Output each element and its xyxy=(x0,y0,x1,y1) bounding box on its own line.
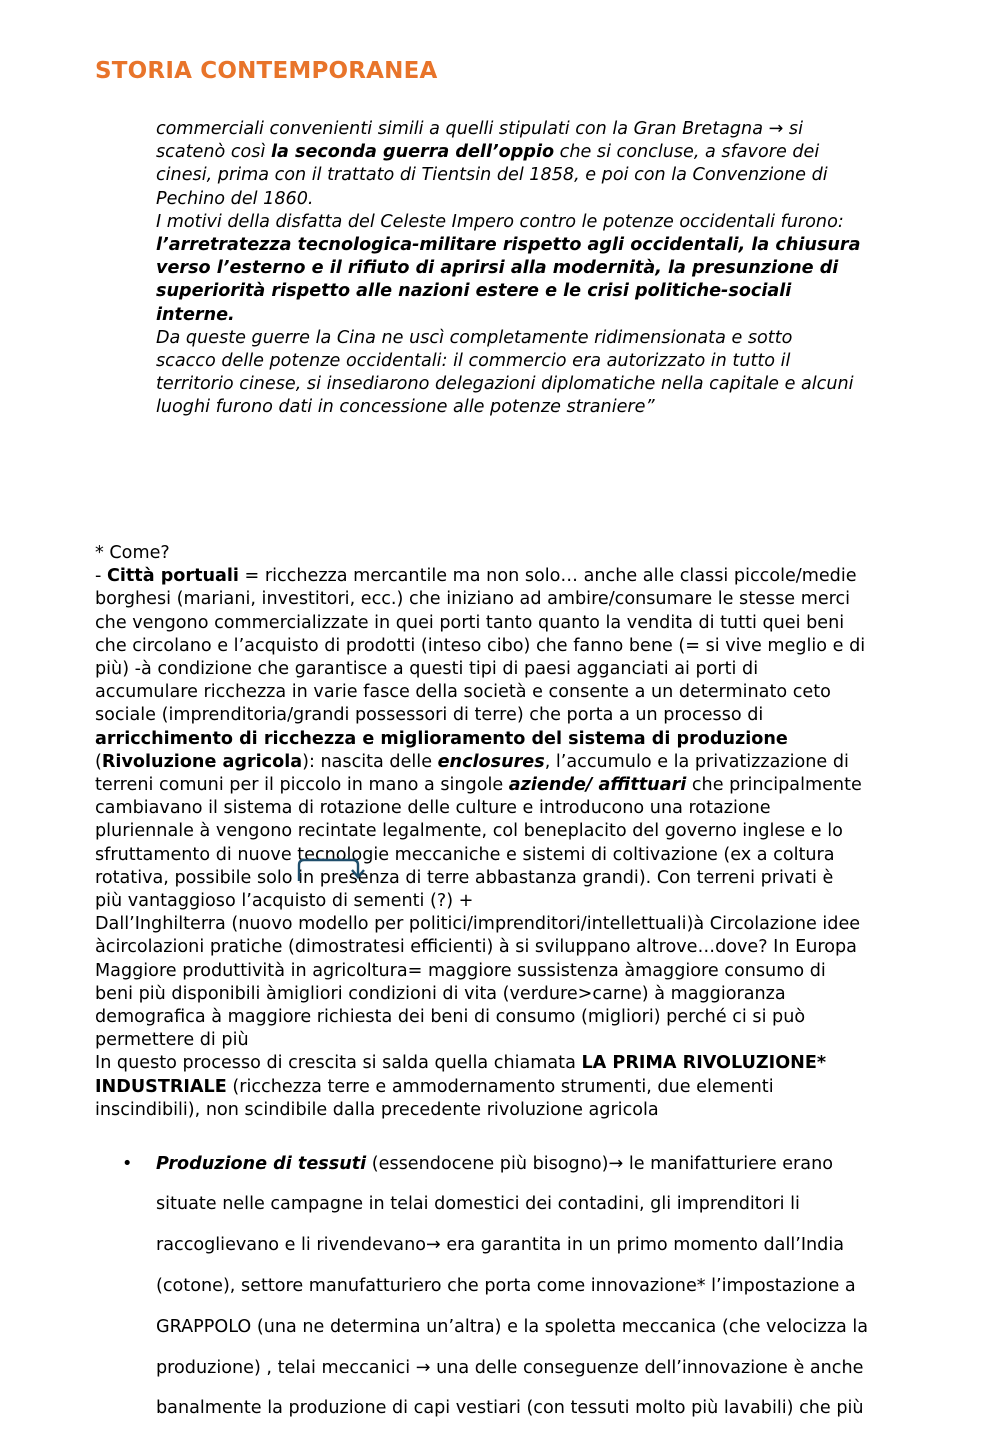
bold-text-run: LA PRIMA RIVOLUZIONE* xyxy=(581,1053,827,1074)
text-run: beni più disponibili àmigliori condizioni di vita (verdure>carne) à maggioranza xyxy=(95,983,786,1004)
text-run: situate nelle campagne in telai domestici dei contadini, gli imprenditori li xyxy=(156,1194,800,1215)
text-run: borghesi (mariani, investitori, ecc.) che iniziano ad ambire/consumare le stesse merci xyxy=(95,589,851,610)
page-title: STORIA CONTEMPORANEA xyxy=(95,58,438,84)
quote-line xyxy=(156,141,916,164)
text-run: che si concluse, a sfavore dei xyxy=(554,142,820,163)
text-run: pluriennale à vengono recintate legalmente, col beneplacito del governo inglese e lo xyxy=(95,821,843,842)
bullet-line xyxy=(156,1234,915,1257)
body-line xyxy=(95,1029,915,1052)
text-run: cambiavano il sistema di rotazione delle culture e introducono una rotazione xyxy=(95,798,771,819)
curved-arrow-annotation xyxy=(295,855,365,883)
body-line xyxy=(95,890,915,913)
body-line xyxy=(95,728,915,751)
quote-line xyxy=(156,396,916,419)
quote-line xyxy=(156,211,916,234)
body-line xyxy=(95,1076,915,1099)
text-run: accumulare ricchezza in varie fasce della società e consente a un determinato ceto xyxy=(95,682,831,703)
bold-text-run: Rivoluzione agricola xyxy=(101,751,303,772)
text-run: raccoglievano e li rivendevano→ era garantita in un primo momento dall’India xyxy=(156,1235,845,1256)
bold-text-run: aziende/ affittuari xyxy=(508,775,687,796)
body-line xyxy=(95,658,915,681)
text-run: inscindibili), non scindibile dalla precedente rivoluzione agricola xyxy=(95,1099,659,1120)
bold-text-run: l’arretratezza tecnologica-militare rispetto agli occidentali, la chiusura xyxy=(156,235,861,256)
body-line xyxy=(95,983,915,1006)
body-line xyxy=(95,797,915,820)
body-line xyxy=(95,1006,915,1029)
text-run: (essendocene più bisogno)→ le manifatturiere erano xyxy=(366,1153,833,1174)
bullet-icon: • xyxy=(122,1153,133,1174)
text-run: cinesi, prima con il trattato di Tientsin del 1858, e poi con la Convenzione di xyxy=(156,165,828,186)
body-line xyxy=(95,542,915,565)
text-run: àcircolazioni pratiche (dimostratesi efficienti) à si sviluppano altrove…dove? In Europa xyxy=(95,937,857,958)
text-run: scacco delle potenze occidentali: il commercio era autorizzato in tutto il xyxy=(156,351,791,372)
quote-line xyxy=(156,118,916,141)
text-run: (ricchezza terre e ammodernamento strumenti, due elementi xyxy=(226,1076,774,1097)
text-run: banalmente la produzione di capi vestiari (con tessuti molto più lavabili) che più xyxy=(156,1398,864,1419)
body-line xyxy=(95,913,915,936)
quote-line xyxy=(156,164,916,187)
body-line xyxy=(95,867,915,890)
text-run: che principalmente xyxy=(686,775,862,796)
quote-line xyxy=(156,234,916,257)
text-run: Pechino del 1860. xyxy=(156,188,314,209)
bullet-line xyxy=(156,1357,915,1380)
text-run: territorio cinese, si insediarono delegazioni diplomatiche nella capitale e alcuni xyxy=(156,374,854,395)
body-line xyxy=(95,565,915,588)
text-run: ): nascita delle xyxy=(302,751,438,772)
text-run: commerciali convenienti simili a quelli stipulati con la Gran Bretagna → si xyxy=(156,119,803,139)
notes-body xyxy=(95,542,915,1122)
body-line xyxy=(95,820,915,843)
body-line xyxy=(95,936,915,959)
bullet-list xyxy=(95,1135,915,1438)
bullet-line xyxy=(156,1275,915,1298)
curved-arrow-path xyxy=(299,860,358,881)
text-run: * Come? xyxy=(95,543,170,563)
body-line xyxy=(95,635,915,658)
quoted-passage xyxy=(156,118,916,420)
text-run: Dall’Inghilterra (nuovo modello per politici/imprenditori/intellettuali)à Circolazione idee xyxy=(95,914,861,935)
body-line xyxy=(95,681,915,704)
text-run: che vengono commercializzate in quei porti tanto quanto la vendita di tutti quei beni xyxy=(95,612,845,633)
quote-line xyxy=(156,257,916,280)
body-line xyxy=(95,844,915,867)
text-run: demografica à maggiore richiesta dei beni di consumo (migliori) perché ci si può xyxy=(95,1007,806,1028)
bold-text-run: interne. xyxy=(156,304,235,325)
body-line xyxy=(95,1099,915,1122)
text-run: produzione) , telai meccanici → una delle conseguenze dell’innovazione è anche xyxy=(156,1357,864,1378)
text-run: Da queste guerre la Cina ne uscì completamente ridimensionata e sotto xyxy=(156,327,793,348)
text-run: sociale (imprenditoria/grandi possessori di terre) che porta a un processo di xyxy=(95,705,764,726)
body-line xyxy=(95,704,915,727)
text-run: I motivi della disfatta del Celeste Impero contro le potenze occidentali furono: xyxy=(156,211,844,232)
quote-line xyxy=(156,280,916,303)
text-run: terreni comuni per il piccolo in mano a singole xyxy=(95,775,509,796)
bold-text-run: Città portuali xyxy=(106,566,239,587)
text-run: che circolano e l’acquisto di prodotti (inteso cibo) che fanno bene (= si vive meglio e di xyxy=(95,635,866,656)
text-run: - xyxy=(95,566,107,587)
bullet-line xyxy=(156,1397,915,1420)
text-run: più) -à condizione che garantisce a questi tipi di paesi agganciati ai porti di xyxy=(95,659,759,680)
bullet-line xyxy=(156,1193,915,1216)
text-run: Maggiore produttività in agricoltura= maggiore sussistenza àmaggiore consumo di xyxy=(95,960,826,981)
bullet-line xyxy=(156,1153,915,1176)
quote-line xyxy=(156,188,916,211)
text-run: = ricchezza mercantile ma non solo… anche alle classi piccole/medie xyxy=(238,566,857,587)
quote-line xyxy=(156,327,916,350)
text-run: più vantaggioso l’acquisto di sementi (?) + xyxy=(95,891,474,912)
body-line xyxy=(95,612,915,635)
bold-text-run: INDUSTRIALE xyxy=(95,1076,227,1097)
bold-text-run: verso l’esterno e il rifiuto di aprirsi alla modernità, la presunzione di xyxy=(156,258,839,279)
bold-text-run: arricchimento di ricchezza e miglioramento del sistema di produzione xyxy=(95,728,788,749)
text-run: , l’accumulo e la privatizzazione di xyxy=(544,751,849,772)
text-run: scatenò così xyxy=(156,142,271,163)
body-line xyxy=(95,588,915,611)
quote-line xyxy=(156,304,916,327)
text-run: rotativa, possibile solo in presenza di terre abbastanza grandi). Con terreni privati è xyxy=(95,867,834,888)
text-run: luoghi furono dati in concessione alle potenze straniere” xyxy=(156,397,655,418)
text-run: (cotone), settore manufatturiero che porta come innovazione* l’impostazione a xyxy=(156,1275,856,1296)
bold-text-run: Produzione di tessuti xyxy=(156,1153,367,1174)
body-line xyxy=(95,774,915,797)
quote-line xyxy=(156,373,916,396)
bold-text-run: enclosures xyxy=(437,751,545,772)
text-run: In questo processo di crescita si salda quella chiamata xyxy=(95,1053,582,1074)
text-run: ( xyxy=(95,751,102,772)
text-run: GRAPPOLO (una ne determina un’altra) e la spoletta meccanica (che velocizza la xyxy=(156,1316,868,1337)
body-line xyxy=(95,751,915,774)
bold-text-run: superiorità rispetto alle nazioni estere e le crisi politiche-sociali xyxy=(156,281,792,302)
text-run: sfruttamento di nuove tecnologie meccaniche e sistemi di coltivazione (ex a coltura xyxy=(95,844,835,865)
bullet-item xyxy=(95,1153,915,1421)
bold-text-run: la seconda guerra dell’oppio xyxy=(270,142,555,163)
body-line xyxy=(95,960,915,983)
quote-line xyxy=(156,350,916,373)
bullet-line xyxy=(156,1316,915,1339)
body-line xyxy=(95,1052,915,1075)
text-run: permettere di più xyxy=(95,1030,249,1051)
